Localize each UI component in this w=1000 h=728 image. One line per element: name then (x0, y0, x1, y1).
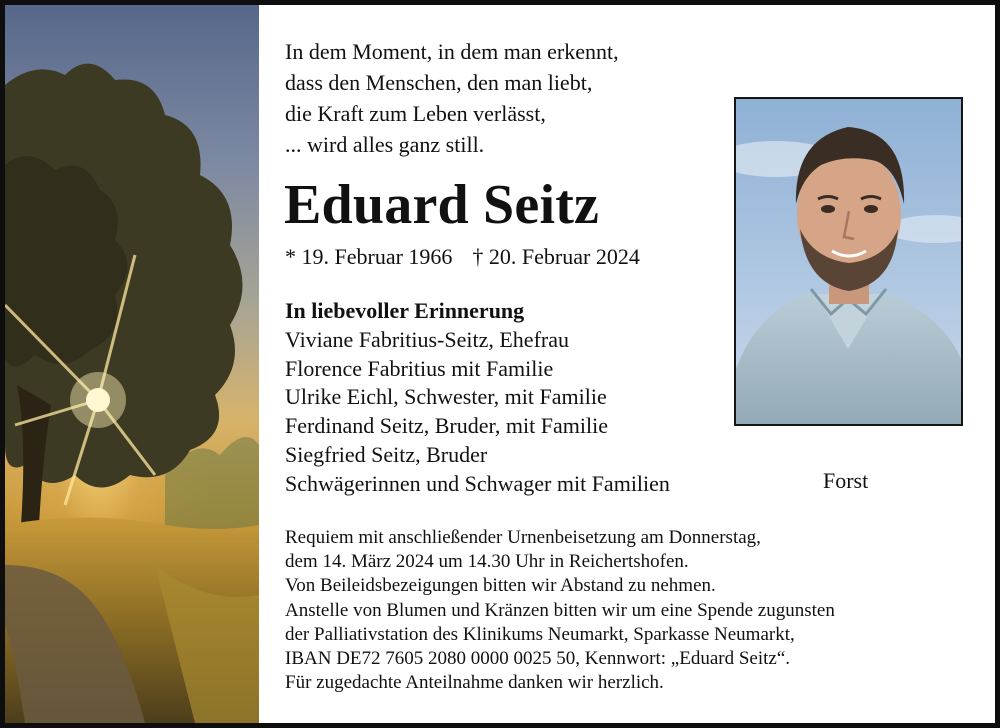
notice-line: IBAN DE72 7605 2080 0000 0025 50, Kennwort: „Eduard Seitz“. (285, 648, 791, 670)
mourner-item: Viviane Fabritius-Seitz, Ehefrau (285, 327, 569, 352)
memory-heading: In liebevoller Erinnerung (285, 298, 525, 323)
mourner-item: Florence Fabritius mit Familie (285, 355, 554, 381)
funeral-notice (285, 526, 835, 695)
place-name: Forst (823, 468, 869, 493)
notice-line: dem 14. März 2024 um 14.30 Uhr in Reichertshofen. (285, 551, 689, 573)
deceased-name: Eduard Seitz (284, 174, 600, 236)
life-dates (285, 243, 640, 271)
notice-line: Requiem mit anschließender Urnenbeisetzung am Donnerstag, (285, 527, 761, 548)
sunrise-tree-photo (5, 5, 259, 723)
mourner-item: Siegfried Seitz, Bruder (285, 441, 488, 467)
portrait-photo (734, 97, 963, 426)
notice-line: der Palliativstation des Klinikums Neumarkt, Sparkasse Neumarkt, (285, 623, 795, 645)
notice-line: Von Beileidsbezeigungen bitten wir Abstand zu nehmen. (285, 575, 716, 597)
mourner-item: Schwägerinnen und Schwager mit Familien (285, 470, 670, 496)
mourner-item: Ferdinand Seitz, Bruder, mit Familie (285, 413, 608, 439)
birth-date: * 19. Februar 1966 (285, 244, 453, 269)
mourners-list (285, 326, 670, 498)
poem-text: In dem Moment, in dem man erkennt, dass den Menschen, den man liebt, die Kraft zum Leben verlässt, ... wird alles ganz still. (285, 39, 619, 157)
death-date: † 20. Februar 2024 (472, 244, 640, 269)
notice-line: Anstelle von Blumen und Kränzen bitten wir um eine Spende zugunsten (285, 599, 835, 621)
notice-line: Für zugedachte Anteilnahme danken wir herzlich. (285, 672, 664, 694)
mourner-item: Ulrike Eichl, Schwester, mit Familie (285, 384, 607, 410)
